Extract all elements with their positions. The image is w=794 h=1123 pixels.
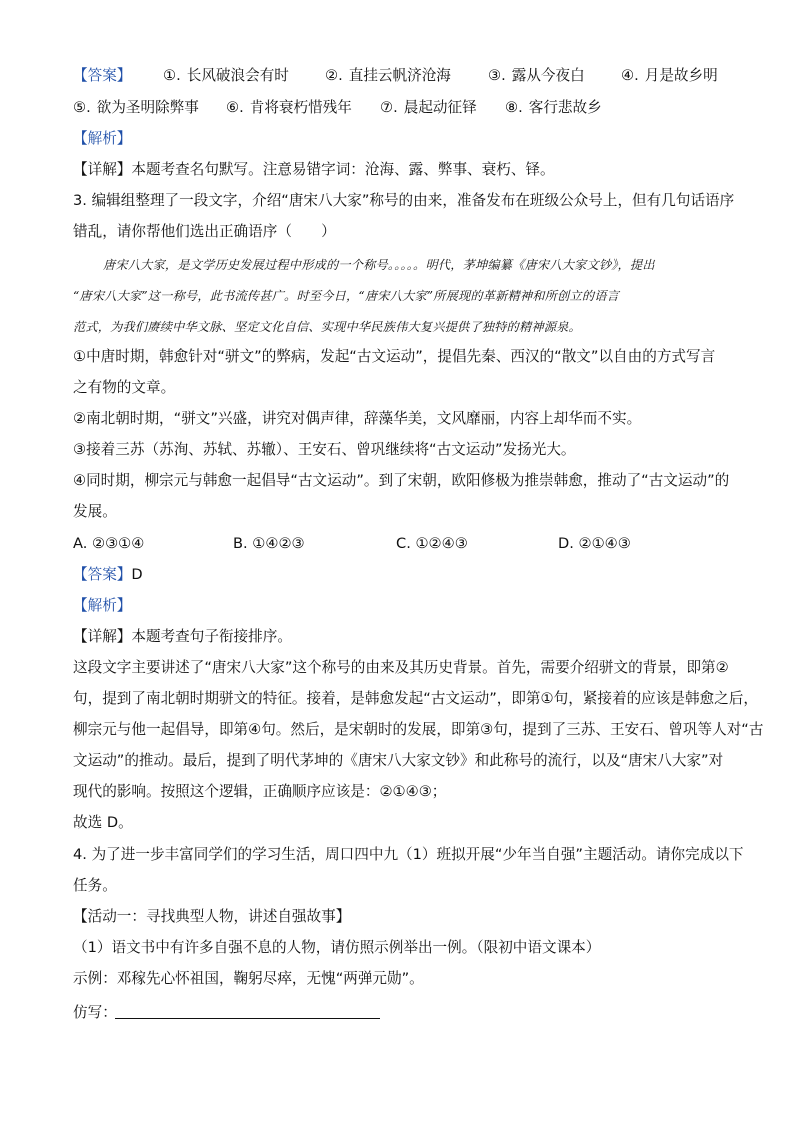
explanation-line: 柳宗元与他一起倡导，即第④句。然后，是宋朝时的发展，即第③句，提到了三苏、王安石、曾巩等人对“古 [73,721,764,738]
sentence-4-cont: 发展。 [73,503,117,520]
choice-c: C. ①②④③ [396,535,468,552]
explanation-line: 句，提到了南北朝时期骈文的特征。接着，是韩愈发起“古文运动”，即第①句，紧接着的应该是韩愈之后， [73,690,758,707]
passage-line: “唐宋八大家”这一称号，此书流传甚广。时至今日，“唐宋八大家”所展现的革新精神和所创立的语言 [73,289,619,303]
passage-line: 范式，为我们赓续中华文脉、坚定文化自信、实现中华民族伟大复兴提供了独特的精神源泉。 [73,320,581,334]
passage-line: 唐宋八大家，是文学历史发展过程中形成的一个称号。。。。。明代，茅坤编纂《唐宋八大家文钞》，提出 [103,258,655,272]
answer-tag: 【答案】 [73,67,132,84]
answer-item: ⑥. 肯将衰朽惜残年 [226,99,352,116]
detail-text: 【详解】本题考查名句默写。注意易错字词：沧海、露、弊事、衰朽、铎。 [73,161,555,178]
conclusion-line: 故选 D。 [73,814,133,831]
choice-d: D. ②①④③ [558,535,631,552]
sentence-1: ①中唐时期，韩愈针对“骈文”的弊病，发起“古文运动”，提倡先秦、西汉的“散文”以自由的方式写言 [73,348,716,365]
question-3-stem: 3. 编辑组整理了一段文字，介绍“唐宋八大家”称号的由来，准备发布在班级公众号上，但有几句话语序 [73,192,735,209]
sentence-2: ②南北朝时期，“骈文”兴盛，讲究对偶声律，辞藻华美，文风靡丽，内容上却华而不实。 [73,410,642,427]
answer-blank-input[interactable] [115,1018,380,1019]
sentence-3: ③接着三苏（苏洵、苏轼、苏辙）、王安石、曾巩继续将“古文运动”发扬光大。 [73,441,576,458]
answer-item: ⑧. 客行悲故乡 [505,99,602,116]
answer-item: ⑤. 欲为圣明除弊事 [73,99,199,116]
question-3-stem-cont: 错乱，请你帮他们选出正确语序（ ） [73,223,336,240]
choice-b: B. ①④②③ [233,535,305,552]
detail-text: 【详解】本题考查句子衔接排序。 [73,628,292,645]
answer-item: ③. 露从今夜白 [488,67,585,84]
answer-item: ⑦. 晨起动征铎 [380,99,477,116]
answer-item: ④. 月是故乡明 [621,67,718,84]
explanation-line: 文运动”的推动。最后，提到了明代茅坤的《唐宋八大家文钞》和此称号的流行，以及“唐宋八大家”对 [73,752,724,769]
choice-a: A. ②③①④ [73,535,145,552]
sentence-4: ④同时期，柳宗元与韩愈一起倡导“古文运动”。到了宋朝，欧阳修极为推崇韩愈，推动了“古文运动”的 [73,472,730,489]
example-text: 示例：邓稼先心怀祖国，鞠躬尽瘁，无愧“两弹元勋”。 [73,970,424,987]
answer-line: 【答案】D [73,566,143,583]
sub-question-1: （1）语文书中有许多自强不息的人物，请仿照示例举出一例。（限初中语文课本） [73,939,601,956]
question-4-stem: 4. 为了进一步丰富同学们的学习生活，周口四中九（1）班拟开展“少年当自强”主题活动。请你完成以下 [73,846,744,863]
explanation-line: 现代的影响。按照这个逻辑，正确顺序应该是：②①④③； [73,783,447,800]
answer-item: ①. 长风破浪会有时 [163,67,289,84]
sentence-1-cont: 之有物的文章。 [73,379,176,396]
explanation-line: 这段文字主要讲述了“唐宋八大家”这个称号的由来及其历史背景。首先，需要介绍骈文的背景，即第② [73,659,729,676]
analysis-heading: 【解析】 [73,597,132,614]
answer-item: ②. 直挂云帆济沧海 [325,67,451,84]
activity-1-heading: 【活动一：寻找典型人物，讲述自强故事】 [73,908,351,925]
question-4-stem-cont: 任务。 [73,877,117,894]
analysis-heading: 【解析】 [73,130,132,147]
imitate-label: 仿写： [73,1004,117,1021]
